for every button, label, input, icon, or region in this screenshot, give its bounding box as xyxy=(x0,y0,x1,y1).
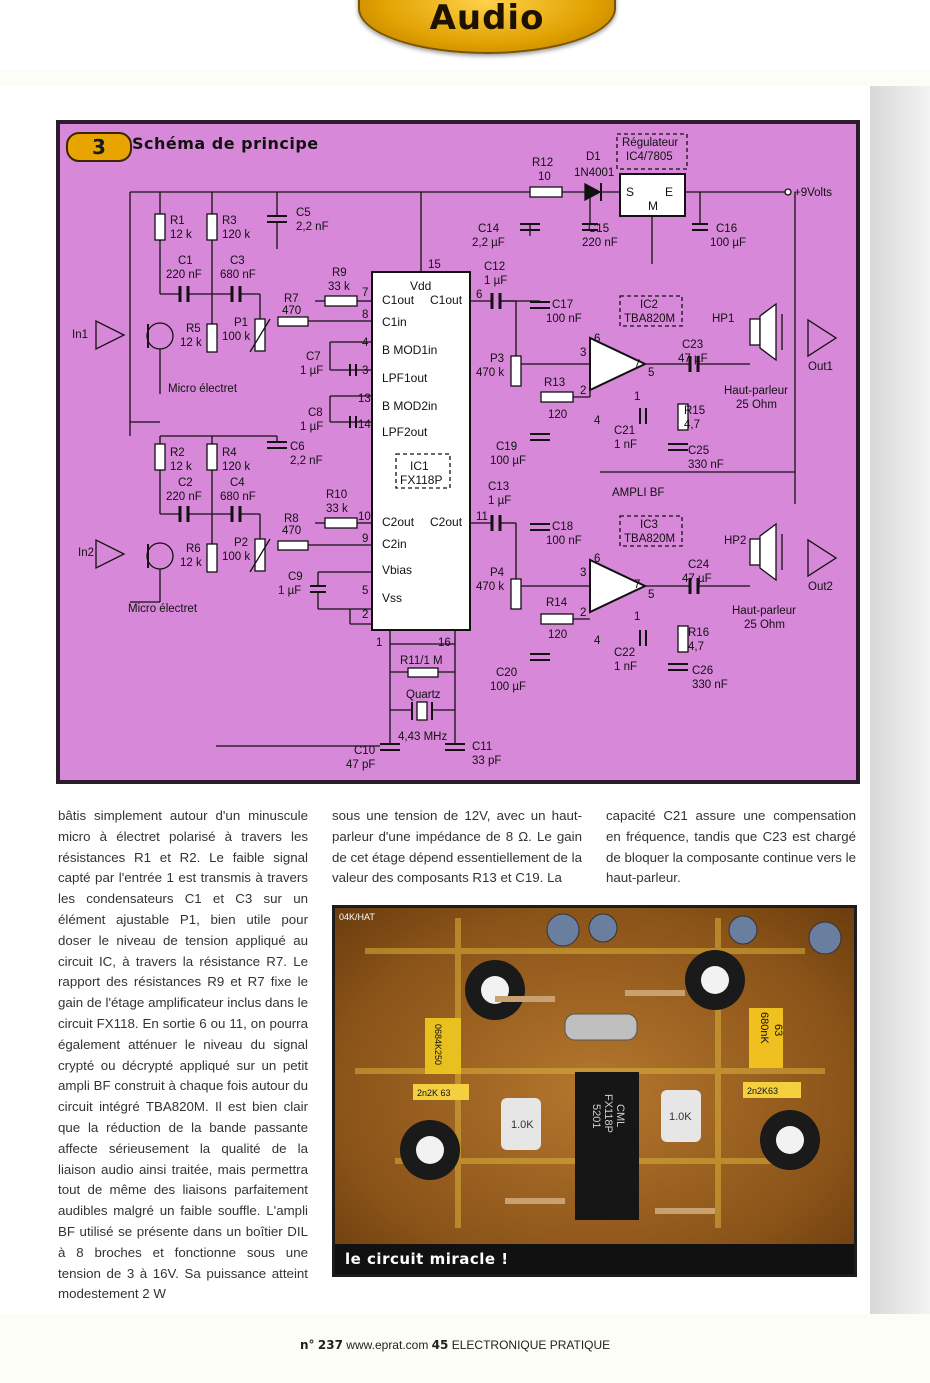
svg-text:33 pF: 33 pF xyxy=(472,755,502,767)
svg-text:680 nF: 680 nF xyxy=(220,269,256,281)
svg-text:25 Ohm: 25 Ohm xyxy=(744,619,785,631)
svg-text:LPF1out: LPF1out xyxy=(382,371,428,385)
svg-text:1N4001: 1N4001 xyxy=(574,167,615,179)
svg-text:100 k: 100 k xyxy=(222,331,251,343)
svg-text:1 nF: 1 nF xyxy=(614,439,638,451)
svg-text:4: 4 xyxy=(362,337,369,349)
svg-text:C1out: C1out xyxy=(382,293,415,307)
svg-text:D1: D1 xyxy=(586,151,601,163)
svg-text:C12: C12 xyxy=(484,261,506,273)
svg-text:1 µF: 1 µF xyxy=(278,585,302,597)
text-column-1 xyxy=(58,806,308,1305)
svg-text:8: 8 xyxy=(362,309,369,321)
svg-text:C21: C21 xyxy=(614,425,636,437)
svg-text:2: 2 xyxy=(580,607,587,619)
svg-text:E: E xyxy=(665,185,674,199)
svg-text:R10: R10 xyxy=(326,489,348,501)
svg-text:Out1: Out1 xyxy=(808,361,833,373)
circuit-photo xyxy=(332,905,857,1277)
svg-text:R4: R4 xyxy=(222,447,237,459)
section-title: Audio xyxy=(429,0,545,38)
svg-text:25 Ohm: 25 Ohm xyxy=(736,399,777,411)
svg-text:1 µF: 1 µF xyxy=(488,495,512,507)
svg-text:In2: In2 xyxy=(78,547,94,559)
svg-text:C2out: C2out xyxy=(430,515,463,529)
svg-text:R16: R16 xyxy=(688,627,710,639)
svg-text:C14: C14 xyxy=(478,223,500,235)
svg-text:330 nF: 330 nF xyxy=(692,679,728,691)
svg-text:100 k: 100 k xyxy=(222,551,251,563)
figure-number: 3 xyxy=(66,132,132,162)
svg-text:1 µF: 1 µF xyxy=(300,365,324,377)
svg-text:2,2 µF: 2,2 µF xyxy=(472,237,505,249)
svg-text:C19: C19 xyxy=(496,441,518,453)
svg-text:7: 7 xyxy=(634,579,641,591)
svg-text:C8: C8 xyxy=(308,407,323,419)
svg-text:Haut-parleur: Haut-parleur xyxy=(732,605,796,617)
svg-text:Vdd: Vdd xyxy=(410,279,432,293)
svg-text:16: 16 xyxy=(438,637,451,649)
svg-text:3: 3 xyxy=(362,365,369,377)
schematic-canvas xyxy=(60,124,856,780)
svg-text:33 k: 33 k xyxy=(326,503,348,515)
svg-text:220 nF: 220 nF xyxy=(166,491,202,503)
svg-text:P2: P2 xyxy=(234,537,249,549)
svg-text:4,7: 4,7 xyxy=(684,419,700,431)
svg-text:220 nF: 220 nF xyxy=(166,269,202,281)
svg-text:330 nF: 330 nF xyxy=(688,459,724,471)
svg-text:2: 2 xyxy=(580,385,587,397)
svg-text:IC2: IC2 xyxy=(640,299,658,311)
svg-text:7: 7 xyxy=(362,287,369,299)
svg-text:4: 4 xyxy=(594,415,601,427)
svg-text:HP1: HP1 xyxy=(712,313,735,325)
svg-text:4: 4 xyxy=(594,635,601,647)
svg-text:1 µF: 1 µF xyxy=(484,275,508,287)
svg-text:47 µF: 47 µF xyxy=(682,573,712,585)
svg-text:10: 10 xyxy=(538,171,551,183)
svg-text:4,7: 4,7 xyxy=(688,641,704,653)
svg-text:C5: C5 xyxy=(296,207,311,219)
svg-text:R6: R6 xyxy=(186,543,201,555)
svg-text:100 µF: 100 µF xyxy=(490,455,527,467)
svg-text:120: 120 xyxy=(548,629,568,641)
svg-text:C17: C17 xyxy=(552,299,574,311)
svg-text:R14: R14 xyxy=(546,597,568,609)
svg-text:Micro électret: Micro électret xyxy=(128,603,198,615)
capacitor-label-2: 0684K250 xyxy=(433,1024,443,1066)
small-cap-label-1: 2n2K 63 xyxy=(417,1088,451,1098)
svg-text:IC4/7805: IC4/7805 xyxy=(626,151,673,163)
svg-text:C25: C25 xyxy=(688,445,710,457)
svg-text:Quartz: Quartz xyxy=(406,689,441,701)
svg-text:C3: C3 xyxy=(230,255,245,267)
footer-page: 45 xyxy=(431,1338,449,1352)
svg-text:R13: R13 xyxy=(544,377,566,389)
svg-text:14: 14 xyxy=(358,419,371,431)
circuit-photo-image xyxy=(335,908,854,1274)
photo-caption: le circuit miracle ! xyxy=(335,1244,854,1274)
svg-text:Vbias: Vbias xyxy=(382,563,413,577)
svg-text:C1in: C1in xyxy=(382,315,407,329)
svg-text:680 nF: 680 nF xyxy=(220,491,256,503)
page-shadow xyxy=(870,86,930,1314)
capacitor-label-1b: 63 xyxy=(772,1024,784,1037)
svg-text:10: 10 xyxy=(358,511,371,523)
svg-text:120 k: 120 k xyxy=(222,461,251,473)
svg-text:1: 1 xyxy=(634,391,641,403)
svg-text:2: 2 xyxy=(362,609,369,621)
svg-text:6: 6 xyxy=(594,553,601,565)
svg-text:B MOD1in: B MOD1in xyxy=(382,343,438,357)
svg-text:R9: R9 xyxy=(332,267,347,279)
text-column-3 xyxy=(606,806,856,889)
svg-text:R12: R12 xyxy=(532,157,554,169)
svg-text:IC1: IC1 xyxy=(410,459,429,473)
footer-issue: 237 xyxy=(317,1338,343,1352)
svg-text:+9Volts: +9Volts xyxy=(794,187,833,199)
pcb-tag-label: 04K/HAT xyxy=(339,912,375,922)
svg-text:100 nF: 100 nF xyxy=(546,313,582,325)
svg-text:470 k: 470 k xyxy=(476,367,505,379)
svg-text:C16: C16 xyxy=(716,223,738,235)
svg-text:6: 6 xyxy=(476,289,483,301)
svg-text:HP2: HP2 xyxy=(724,535,747,547)
svg-text:12 k: 12 k xyxy=(170,229,192,241)
svg-text:C13: C13 xyxy=(488,481,510,493)
svg-text:R15: R15 xyxy=(684,405,706,417)
svg-text:1: 1 xyxy=(634,611,641,623)
svg-text:C10: C10 xyxy=(354,745,376,757)
svg-text:Régulateur: Régulateur xyxy=(622,137,679,149)
svg-text:Out2: Out2 xyxy=(808,581,833,593)
svg-text:47 µF: 47 µF xyxy=(678,353,708,365)
footer-magazine: ELECTRONIQUE PRATIQUE xyxy=(451,1338,611,1352)
svg-text:100 µF: 100 µF xyxy=(490,681,527,693)
paragraph-1: bâtis simplement autour d'un minuscule micro à électret polarisé à travers les résistances R1 et R2. Le faible signal capté par l'entrée 1 est transmis à travers les condensateurs C1 et C3 sur un élément ajustable P1, bien utile pour doser le niveau de tension appliqué au circuit IC, à travers la résistance R7. Le rapport des résistances R9 et R7 fixe le gain de l'étage amplificateur inclus dans le circuit FX118. En sortie 6 ou 11, on pourra également atténuer le niveau du signal crypté ou décrypté appliqué sur un petit ampli BF construit à chaque fois autour du circuit intégré TBA820M. Il est bien clair que la réduction de la bande passante affecte sérieusement la qualité de la liaison audio ainsi traitée, mais permettra tout de même des liaisons parfaitement audibles malgré un faible souffle. L'ampli BF utilisé se présente dans un boîtier DIL à 8 broches et fonctionne sous une tension de 3 à 16V. Sa puissance atteint modestement 2 W xyxy=(58,808,308,1302)
svg-text:5: 5 xyxy=(648,367,655,379)
svg-text:C18: C18 xyxy=(552,521,574,533)
svg-text:3: 3 xyxy=(580,347,587,359)
svg-text:FX118P: FX118P xyxy=(400,473,443,487)
svg-text:R2: R2 xyxy=(170,447,185,459)
svg-text:M: M xyxy=(648,199,658,213)
svg-text:C11: C11 xyxy=(472,741,493,753)
svg-text:33 k: 33 k xyxy=(328,281,350,293)
paragraph-2: sous une tension de 12V, avec un haut-parleur d'une impédance de 8 Ω. Le gain de cet étage dépend essentiellement de la valeur des composants R13 et C19. La xyxy=(332,808,582,886)
svg-text:120: 120 xyxy=(548,409,568,421)
svg-text:C1out: C1out xyxy=(430,293,463,307)
svg-text:Vss: Vss xyxy=(382,591,403,605)
page-footer xyxy=(300,1338,610,1352)
svg-text:120 k: 120 k xyxy=(222,229,251,241)
svg-text:C4: C4 xyxy=(230,477,245,489)
svg-text:470 k: 470 k xyxy=(476,581,505,593)
svg-text:13: 13 xyxy=(358,393,371,405)
svg-text:P4: P4 xyxy=(490,567,505,579)
svg-text:100 nF: 100 nF xyxy=(546,535,582,547)
figure-title: Schéma de principe xyxy=(132,134,319,153)
svg-text:7: 7 xyxy=(634,359,641,371)
paragraph-3: capacité C21 assure une compensation en fréquence, tandis que C23 est chargé de bloquer la composante continue vers le haut-parleur. xyxy=(606,808,856,886)
schematic-figure xyxy=(56,120,860,784)
svg-text:1 µF: 1 µF xyxy=(300,421,324,433)
footer-url: www.eprat.com xyxy=(346,1338,429,1352)
svg-text:C6: C6 xyxy=(290,441,305,453)
svg-text:1 nF: 1 nF xyxy=(614,661,638,673)
svg-text:5: 5 xyxy=(362,585,369,597)
svg-text:R3: R3 xyxy=(222,215,237,227)
svg-text:C22: C22 xyxy=(614,647,636,659)
svg-text:C2in: C2in xyxy=(382,537,407,551)
svg-text:220 nF: 220 nF xyxy=(582,237,618,249)
svg-text:1: 1 xyxy=(376,637,383,649)
svg-text:In1: In1 xyxy=(72,329,88,341)
svg-text:4,43 MHz: 4,43 MHz xyxy=(398,731,448,743)
svg-text:470: 470 xyxy=(282,305,302,317)
svg-text:3: 3 xyxy=(580,567,587,579)
resistor-label-1: 1.0K xyxy=(511,1119,534,1131)
svg-text:6: 6 xyxy=(594,333,601,345)
svg-text:C26: C26 xyxy=(692,665,714,677)
svg-text:S: S xyxy=(626,185,635,199)
svg-text:C20: C20 xyxy=(496,667,518,679)
resistor-label-2: 1.0K xyxy=(669,1111,692,1123)
svg-text:2,2 nF: 2,2 nF xyxy=(290,455,323,467)
svg-text:B MOD2in: B MOD2in xyxy=(382,399,438,413)
svg-text:Haut-parleur: Haut-parleur xyxy=(724,385,788,397)
capacitor-label-1: 680nK xyxy=(758,1012,770,1044)
svg-text:R11/1 M: R11/1 M xyxy=(400,655,443,667)
svg-text:470: 470 xyxy=(282,525,302,537)
svg-text:5: 5 xyxy=(648,589,655,601)
svg-text:LPF2out: LPF2out xyxy=(382,425,428,439)
svg-text:C24: C24 xyxy=(688,559,710,571)
svg-text:9: 9 xyxy=(362,533,369,545)
svg-text:R8: R8 xyxy=(284,513,299,525)
svg-text:TBA820M: TBA820M xyxy=(624,313,676,325)
svg-text:R5: R5 xyxy=(186,323,201,335)
svg-text:IC3: IC3 xyxy=(640,519,658,531)
svg-text:2,2 nF: 2,2 nF xyxy=(296,221,329,233)
footer-prefix: n° xyxy=(300,1338,315,1352)
svg-text:R1: R1 xyxy=(170,215,185,227)
svg-text:C1: C1 xyxy=(178,255,193,267)
svg-text:12 k: 12 k xyxy=(170,461,192,473)
pcb-illustration xyxy=(335,908,854,1244)
svg-text:47 pF: 47 pF xyxy=(346,759,376,771)
svg-text:C7: C7 xyxy=(306,351,321,363)
svg-text:100 µF: 100 µF xyxy=(710,237,747,249)
svg-text:P3: P3 xyxy=(490,353,505,365)
text-column-2 xyxy=(332,806,582,889)
svg-text:12 k: 12 k xyxy=(180,337,202,349)
chip-label-2: FX118P xyxy=(602,1094,614,1133)
svg-text:C2: C2 xyxy=(178,477,193,489)
svg-text:AMPLI BF: AMPLI BF xyxy=(612,487,665,499)
svg-text:Micro électret: Micro électret xyxy=(168,383,238,395)
svg-text:TBA820M: TBA820M xyxy=(624,533,676,545)
svg-text:C15: C15 xyxy=(588,223,610,235)
chip-label-1: CML xyxy=(614,1104,626,1128)
svg-text:C2out: C2out xyxy=(382,515,415,529)
svg-text:15: 15 xyxy=(428,259,441,271)
svg-text:11: 11 xyxy=(476,511,488,523)
svg-text:R7: R7 xyxy=(284,293,299,305)
svg-text:12 k: 12 k xyxy=(180,557,202,569)
svg-text:C9: C9 xyxy=(288,571,303,583)
svg-text:P1: P1 xyxy=(234,317,249,329)
small-cap-label-2: 2n2K63 xyxy=(747,1086,779,1096)
svg-text:C23: C23 xyxy=(682,339,704,351)
chip-label-3: 5201 xyxy=(590,1104,602,1129)
schematic-diagram xyxy=(60,124,856,780)
